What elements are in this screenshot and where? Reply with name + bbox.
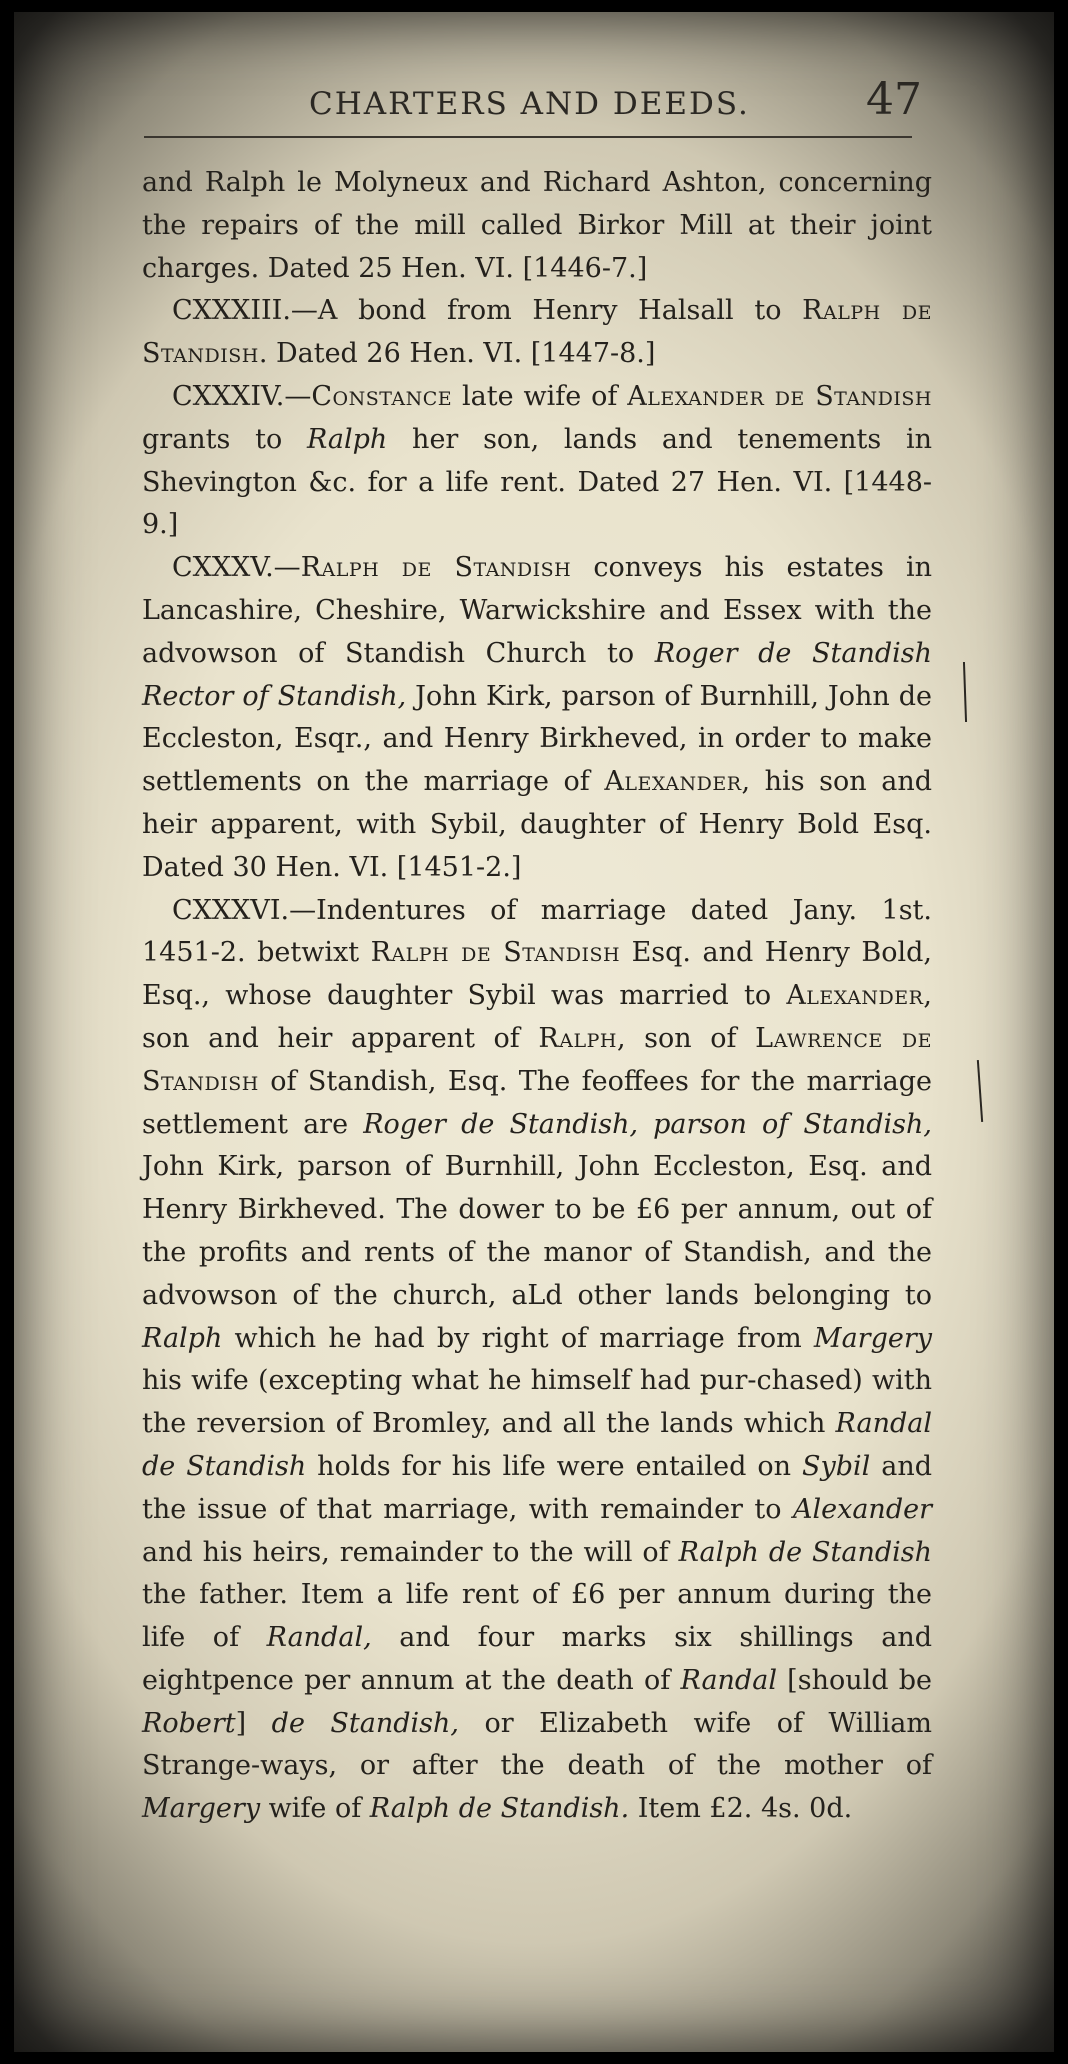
name-italic: Margery (813, 1322, 932, 1354)
page-scan (14, 12, 1054, 2052)
text: ] (235, 1707, 272, 1739)
text: . Dated 26 Hen. VI. [1447-8.] (258, 338, 656, 370)
text: his wife (excepting what he himself had pur-chased) with the reversion of Bromley, and all the lands which (142, 1365, 932, 1440)
text: CXXXVI.—Indentures of marriage dated Jany. 1st. 1451-2. betwixt (142, 894, 932, 969)
name-small-caps: Constance (311, 380, 453, 412)
text: the father. Item a life rent of £6 per annum during the life of (142, 1579, 932, 1654)
text: conveys his estates in Lancashire, Cheshire, Warwickshire and Essex with the advowson of Standish Church to (142, 552, 932, 669)
name-italic: Sybil (801, 1450, 871, 1482)
text: Item £2. 4s. 0d. (629, 1793, 853, 1825)
name-italic: Margery (142, 1793, 261, 1825)
name-italic: Roger de Standish Rector of Standish, (142, 637, 932, 712)
text: of Standish, Esq. The feoffees for the marriage settlement are (142, 1065, 932, 1140)
page-number: 47 (866, 74, 922, 125)
name-small-caps: Ralph (538, 1022, 617, 1054)
text: grants to (142, 423, 307, 455)
name-small-caps: Alexander de Standish (627, 380, 932, 412)
margin-pencil-mark (977, 1060, 983, 1122)
name-italic: Roger de Standish, parson of Standish, (363, 1108, 933, 1140)
name-small-caps: Ralph de Standish (370, 937, 621, 969)
text: , his son and heir apparent, with Sybil, daughter of Henry Bold Esq. Dated 30 Hen. VI. [1451-2.] (142, 766, 933, 883)
text: CXXXIV.— (172, 380, 312, 412)
text: wife of (260, 1793, 370, 1825)
text: [should be (776, 1664, 933, 1696)
name-small-caps: Ralph de Standish (142, 295, 932, 370)
header-rule (144, 136, 912, 138)
text: CXXXV.— (172, 552, 301, 584)
name-italic: Ralph de Standish. (369, 1793, 630, 1825)
margin-pencil-mark (963, 662, 967, 722)
text: or Elizabeth wife of William Strange-ways, or after the death of the mother of (142, 1707, 932, 1782)
paragraph-continuation: and Ralph le Molyneux and Richard Ashton, concerning the repairs of the mill called Birkor Mill at their joint charges. Dated 25 Hen. VI. [1446-7.] (142, 167, 932, 284)
text: , son and heir apparent of (142, 980, 932, 1054)
name-italic: Randal (680, 1664, 777, 1696)
name-small-caps: Ralph de Standish (300, 552, 572, 584)
name-italic: Ralph de Standish (678, 1536, 932, 1568)
text: Esq. and Henry Bold, Esq., whose daughter Sybil was married to (142, 937, 932, 1012)
paragraph-cxxxiv (142, 376, 932, 547)
name-italic: Alexander (793, 1493, 932, 1525)
text: late wife of (452, 380, 628, 412)
name-italic: Ralph (306, 423, 388, 455)
name-italic: Randal, (266, 1622, 372, 1654)
body-text (142, 162, 932, 1831)
text: which he had by right of marriage from (222, 1322, 814, 1354)
paragraph-cxxxiii (142, 290, 932, 376)
name-small-caps: Alexander (786, 980, 924, 1012)
name-small-caps: Lawrence de Standish (142, 1022, 932, 1097)
page-header (14, 74, 1054, 134)
running-title: CHARTERS AND DEEDS. (309, 86, 750, 122)
text: , son of (616, 1022, 756, 1054)
text: and the issue of that marriage, with remainder to (142, 1450, 932, 1525)
text: John Kirk, parson of Burnhill, John de Eccleston, Esqr., and Henry Birkheved, in order to make settlements on the marriage of (142, 680, 933, 798)
name-italic: de Standish, (271, 1707, 460, 1739)
text: holds for his life were entailed on (306, 1450, 802, 1482)
name-small-caps: Alexander (604, 766, 742, 798)
text: and his heirs, remainder to the will of (142, 1536, 679, 1568)
name-italic: Randal de Standish (142, 1408, 932, 1482)
name-italic: Robert (142, 1707, 236, 1739)
text: her son, lands and tenements in Shevington &c. for a life rent. Dated 27 Hen. VI. [1448-9.] (142, 423, 933, 541)
text: CXXXIII.—A bond from Henry Halsall to (172, 295, 803, 327)
text: and four marks six shillings and eightpence per annum at the death of (142, 1622, 933, 1696)
text: John Kirk, parson of Burnhill, John Eccleston, Esq. and Henry Birkheved. The dower to be £6 per annum, out of the profits and rents of the manor of Standish, and the advowson of the church, aLd other lands belonging to (142, 1151, 932, 1311)
paragraph-cxxxv (142, 547, 932, 889)
name-italic: Ralph (142, 1322, 223, 1354)
paragraph-cxxxvi (142, 890, 932, 1832)
